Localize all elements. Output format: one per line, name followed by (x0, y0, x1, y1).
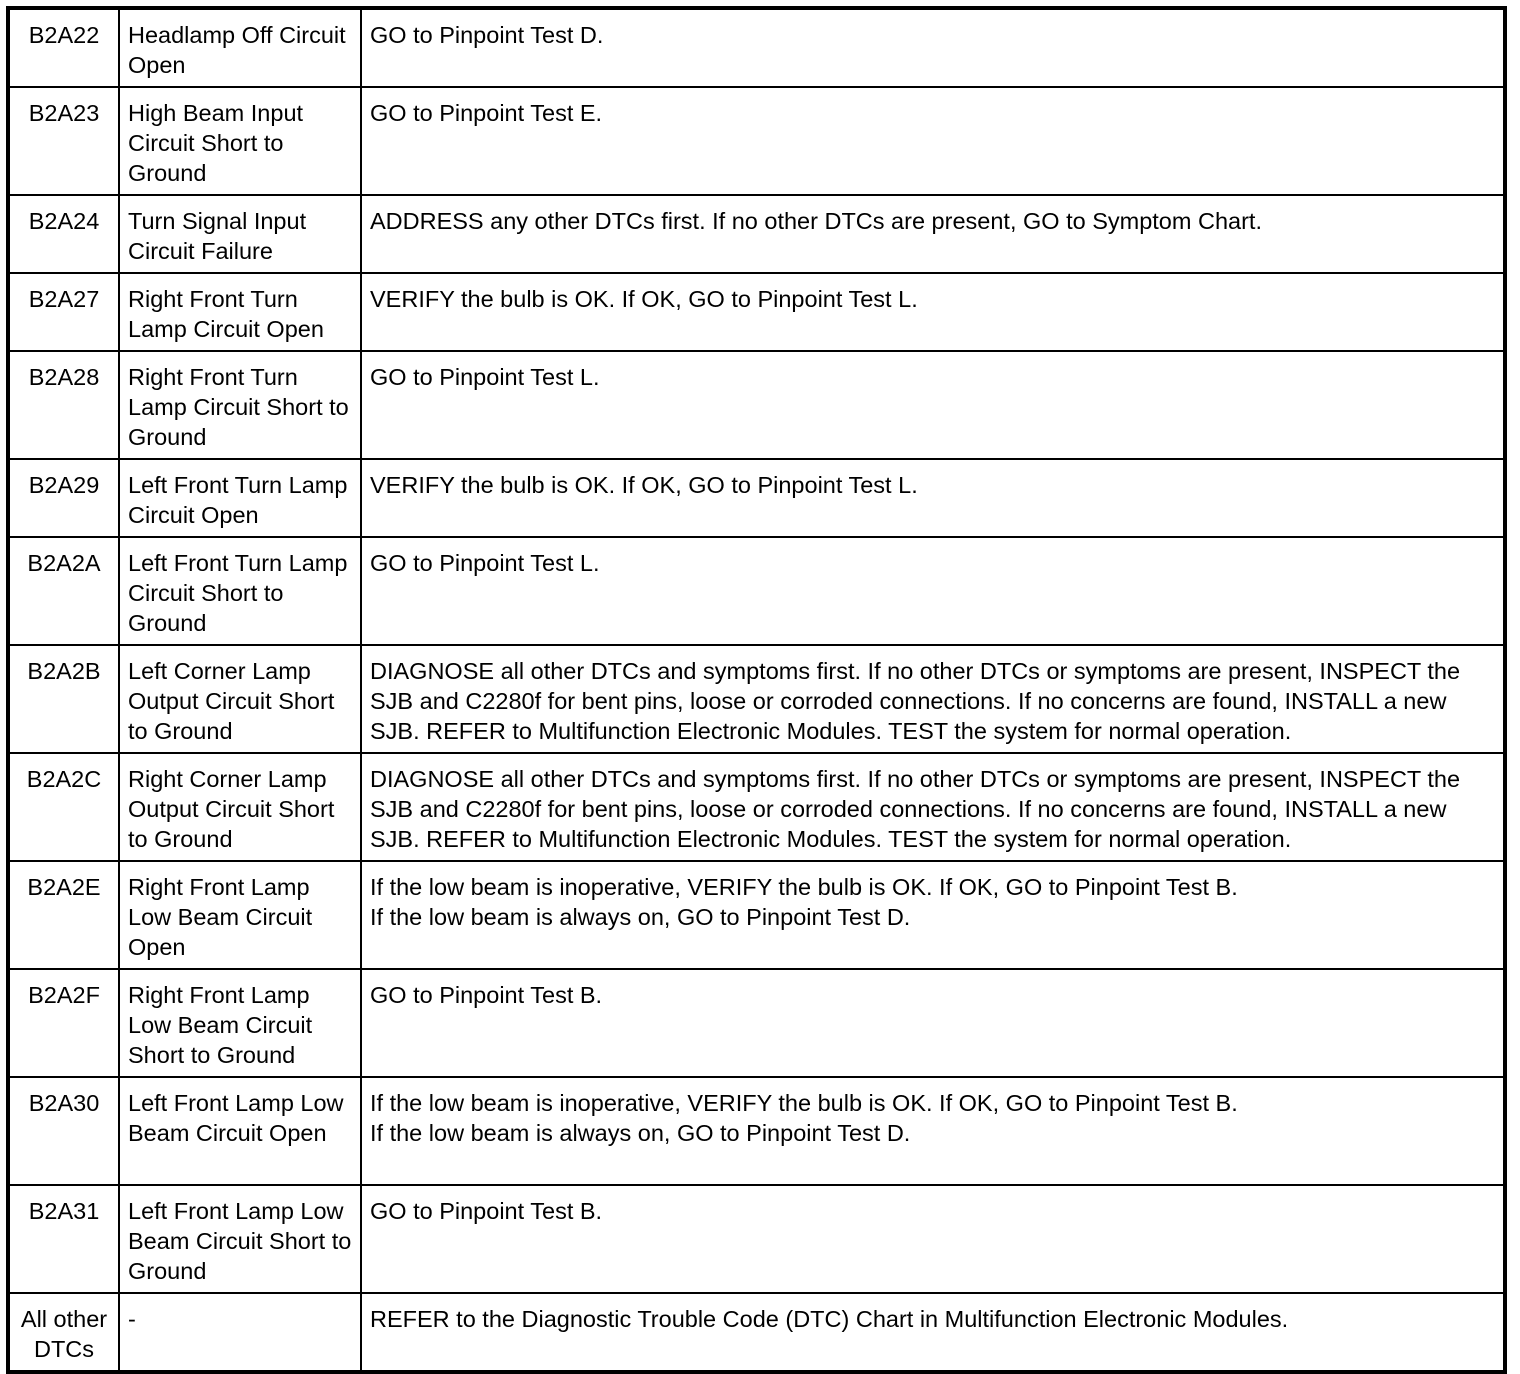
dtc-code-cell: B2A2B (8, 645, 119, 753)
dtc-code-cell: B2A31 (8, 1185, 119, 1293)
dtc-description-cell: Left Corner Lamp Output Circuit Short to Ground (119, 645, 361, 753)
table-row (8, 87, 1505, 195)
dtc-table (6, 6, 1507, 1374)
table-row (8, 8, 1505, 87)
dtc-action-cell (361, 753, 1505, 861)
dtc-action-cell (361, 87, 1505, 195)
dtc-description-cell: Turn Signal Input Circuit Failure (119, 195, 361, 273)
dtc-code-cell: B2A2F (8, 969, 119, 1077)
table-row (8, 273, 1505, 351)
dtc-code-cell: B2A24 (8, 195, 119, 273)
dtc-action-text: GO to Pinpoint Test B. (370, 1198, 603, 1224)
table-row (8, 537, 1505, 645)
dtc-action-text: If the low beam is inoperative, VERIFY the bulb is OK. If OK, GO to Pinpoint Test B. (370, 1090, 1238, 1116)
dtc-action-text: ADDRESS any other DTCs first. If no other DTCs are present, GO to Symptom Chart. (370, 208, 1262, 234)
dtc-action-cell (361, 537, 1505, 645)
dtc-description-cell: Right Corner Lamp Output Circuit Short to Ground (119, 753, 361, 861)
table-row (8, 969, 1505, 1077)
dtc-description-cell: Left Front Turn Lamp Circuit Short to Ground (119, 537, 361, 645)
dtc-description-cell: Left Front Lamp Low Beam Circuit Short to Ground (119, 1185, 361, 1293)
dtc-action-text: If the low beam is inoperative, VERIFY the bulb is OK. If OK, GO to Pinpoint Test B. (370, 874, 1238, 900)
dtc-action-text: DIAGNOSE all other DTCs and symptoms first. If no other DTCs or symptoms are present, INSPECT the SJB and C2280f for bent pins, loose or corroded connections. If no concerns are found, INSTALL a new SJB. REFER to Multifunction Electronic Modules. TEST the system for normal operation. (370, 658, 1461, 744)
dtc-description-cell: High Beam Input Circuit Short to Ground (119, 87, 361, 195)
dtc-code-cell: B2A2A (8, 537, 119, 645)
dtc-action-cell (361, 969, 1505, 1077)
dtc-action-cell (361, 645, 1505, 753)
dtc-description-cell: Right Front Turn Lamp Circuit Open (119, 273, 361, 351)
dtc-action-cell (361, 459, 1505, 537)
dtc-action-text: VERIFY the bulb is OK. If OK, GO to Pinpoint Test L. (370, 286, 918, 312)
dtc-action-text: GO to Pinpoint Test D. (370, 22, 604, 48)
dtc-description-cell: Right Front Lamp Low Beam Circuit Short to Ground (119, 969, 361, 1077)
dtc-table-body (8, 8, 1505, 1372)
dtc-code-cell: B2A29 (8, 459, 119, 537)
dtc-action-text: GO to Pinpoint Test L. (370, 550, 600, 576)
table-row (8, 351, 1505, 459)
dtc-description-cell: - (119, 1293, 361, 1372)
dtc-action-text: GO to Pinpoint Test L. (370, 364, 600, 390)
dtc-code-cell: B2A2E (8, 861, 119, 969)
dtc-description-cell: Left Front Turn Lamp Circuit Open (119, 459, 361, 537)
dtc-action-text: REFER to the Diagnostic Trouble Code (DTC) Chart in Multifunction Electronic Modules. (370, 1306, 1289, 1332)
table-row (8, 1185, 1505, 1293)
table-row (8, 1077, 1505, 1185)
dtc-code-cell: All other DTCs (8, 1293, 119, 1372)
dtc-code-cell: B2A28 (8, 351, 119, 459)
dtc-action-text: If the low beam is always on, GO to Pinpoint Test D. (370, 904, 911, 930)
dtc-description-cell: Right Front Lamp Low Beam Circuit Open (119, 861, 361, 969)
dtc-description-cell: Right Front Turn Lamp Circuit Short to Ground (119, 351, 361, 459)
dtc-action-cell (361, 1185, 1505, 1293)
dtc-code-cell: B2A23 (8, 87, 119, 195)
dtc-code-cell: B2A22 (8, 8, 119, 87)
dtc-action-cell (361, 351, 1505, 459)
dtc-action-text: If the low beam is always on, GO to Pinpoint Test D. (370, 1120, 911, 1146)
dtc-action-cell (361, 861, 1505, 969)
table-row (8, 459, 1505, 537)
dtc-description-cell: Left Front Lamp Low Beam Circuit Open (119, 1077, 361, 1185)
dtc-description-cell: Headlamp Off Circuit Open (119, 8, 361, 87)
dtc-code-cell: B2A2C (8, 753, 119, 861)
dtc-code-cell: B2A30 (8, 1077, 119, 1185)
dtc-action-cell (361, 273, 1505, 351)
table-row (8, 1293, 1505, 1372)
dtc-action-text: GO to Pinpoint Test E. (370, 100, 603, 126)
dtc-action-text: VERIFY the bulb is OK. If OK, GO to Pinpoint Test L. (370, 472, 918, 498)
table-row (8, 645, 1505, 753)
dtc-code-cell: B2A27 (8, 273, 119, 351)
dtc-action-cell (361, 1293, 1505, 1372)
dtc-action-text: GO to Pinpoint Test B. (370, 982, 603, 1008)
dtc-action-text: DIAGNOSE all other DTCs and symptoms first. If no other DTCs or symptoms are present, INSPECT the SJB and C2280f for bent pins, loose or corroded connections. If no concerns are found, INSTALL a new SJB. REFER to Multifunction Electronic Modules. TEST the system for normal operation. (370, 766, 1461, 852)
table-row (8, 861, 1505, 969)
table-row (8, 195, 1505, 273)
table-row (8, 753, 1505, 861)
dtc-action-cell (361, 195, 1505, 273)
dtc-action-cell (361, 1077, 1505, 1185)
dtc-action-cell (361, 8, 1505, 87)
